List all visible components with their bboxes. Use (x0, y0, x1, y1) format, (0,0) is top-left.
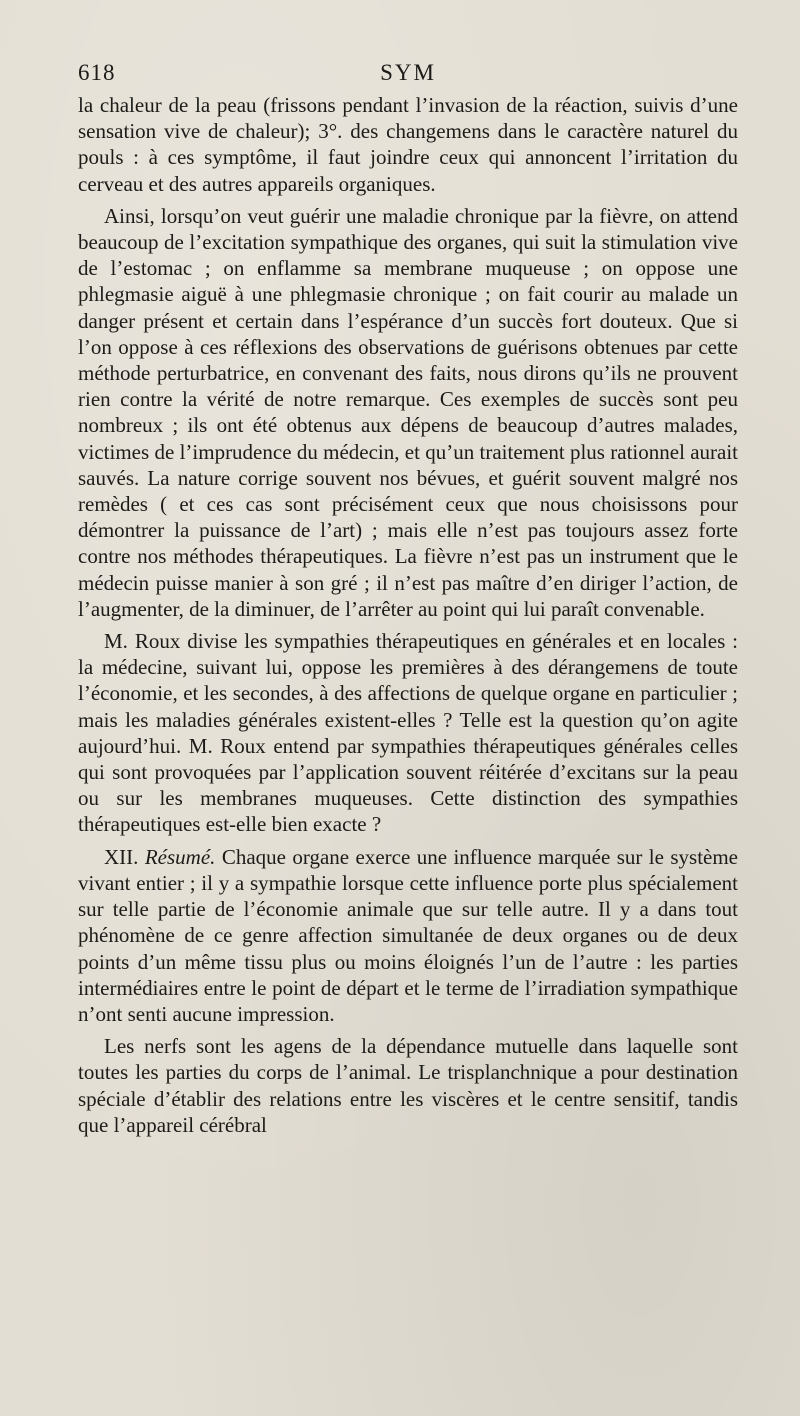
section-title: Résumé. (144, 844, 216, 869)
paragraph-4 (78, 844, 738, 1027)
body-text (78, 92, 738, 1138)
paragraph-3: M. Roux divise les sympathies thérapeutiques en générales et en locales : la médecine, suivant lui, oppose les premières à des dérangemens de toute l’économie, et les secondes, à des affections de quelque organe en particulier ; mais les maladies générales existent-elles ? Telle est la question qu’on agite aujourd’hui. M. Roux entend par sympathies thérapeutiques générales celles qui sont provoquées par l’application souvent réitérée d’excitans sur la peau ou sur les membranes muqueuses. Cette distinction des sympathies thérapeutiques est-elle bien exacte ? (78, 629, 738, 837)
paragraph-5: Les nerfs sont les agens de la dépendance mutuelle dans laquelle sont toutes les parties du corps de l’animal. Le trisplanchnique a pour destination spéciale d’établir des relations entre les viscères et le centre sensitif, tandis que l’appareil cérébral (78, 1034, 738, 1137)
page-number: 618 (78, 60, 116, 85)
page-header (78, 60, 738, 92)
section-text: Chaque organe exerce une influence marquée sur le système vivant entier ; il y a sympathie lorsque cette influence porte plus spécialement sur telle partie de l’économie animale que sur telle autre. Il y a dans tout phénomène de ce genre affection simultanée de deux organes ou de deux points d’un même tissu plus ou moins éloignés l’un de l’autre : les parties intermédiaires entre le point de départ et le terme de l’irradiation sympathique n’ont senti aucune impression. (78, 844, 739, 1026)
paragraph-2: Ainsi, lorsqu’on veut guérir une maladie chronique par la fièvre, on attend beaucoup de l’excitation sympathique des organes, qui suit la stimulation vive de l’estomac ; on enflamme sa membrane muqueuse ; on oppose une phlegmasie aiguë à une phlegmasie chronique ; on fait courir au malade un danger présent et certain dans l’espérance d’un succès fort douteux. Que si l’on oppose à ces réflexions des observations de guérisons obtenues par cette méthode perturbatrice, en convenant des faits, nous dirons qu’ils ne prouvent rien contre la vérité de notre remarque. Ces exemples de succès sont peu nombreux ; ils ont été obtenus aux dépens de beaucoup d’autres malades, victimes de l’imprudence du médecin, et qu’un traitement plus rationnel aurait sauvés. La nature corrige souvent nos bévues, et guérit souvent malgré nos remèdes ( et ces cas sont précisément ceux que nous choisissons pour démontrer la puissance de l’art) ; mais elle n’est pas toujours assez forte contre nos méthodes thérapeutiques. La fièvre n’est pas un instrument que le médecin puisse manier à son gré ; il n’est pas maître d’en diriger l’action, de l’augmenter, de la diminuer, de l’arrêter au point qui lui paraît convenable. (78, 203, 738, 621)
paragraph-1: la chaleur de la peau (frissons pendant l’invasion de la réaction, suivis d’une sensation vive de chaleur); 3°. des changemens dans le caractère naturel du pouls : à ces symptôme, il faut joindre ceux qui annoncent l’irritation du cerveau et des autres appareils organiques. (78, 93, 738, 196)
running-head: SYM (380, 60, 436, 85)
section-number: XII. (104, 844, 139, 869)
